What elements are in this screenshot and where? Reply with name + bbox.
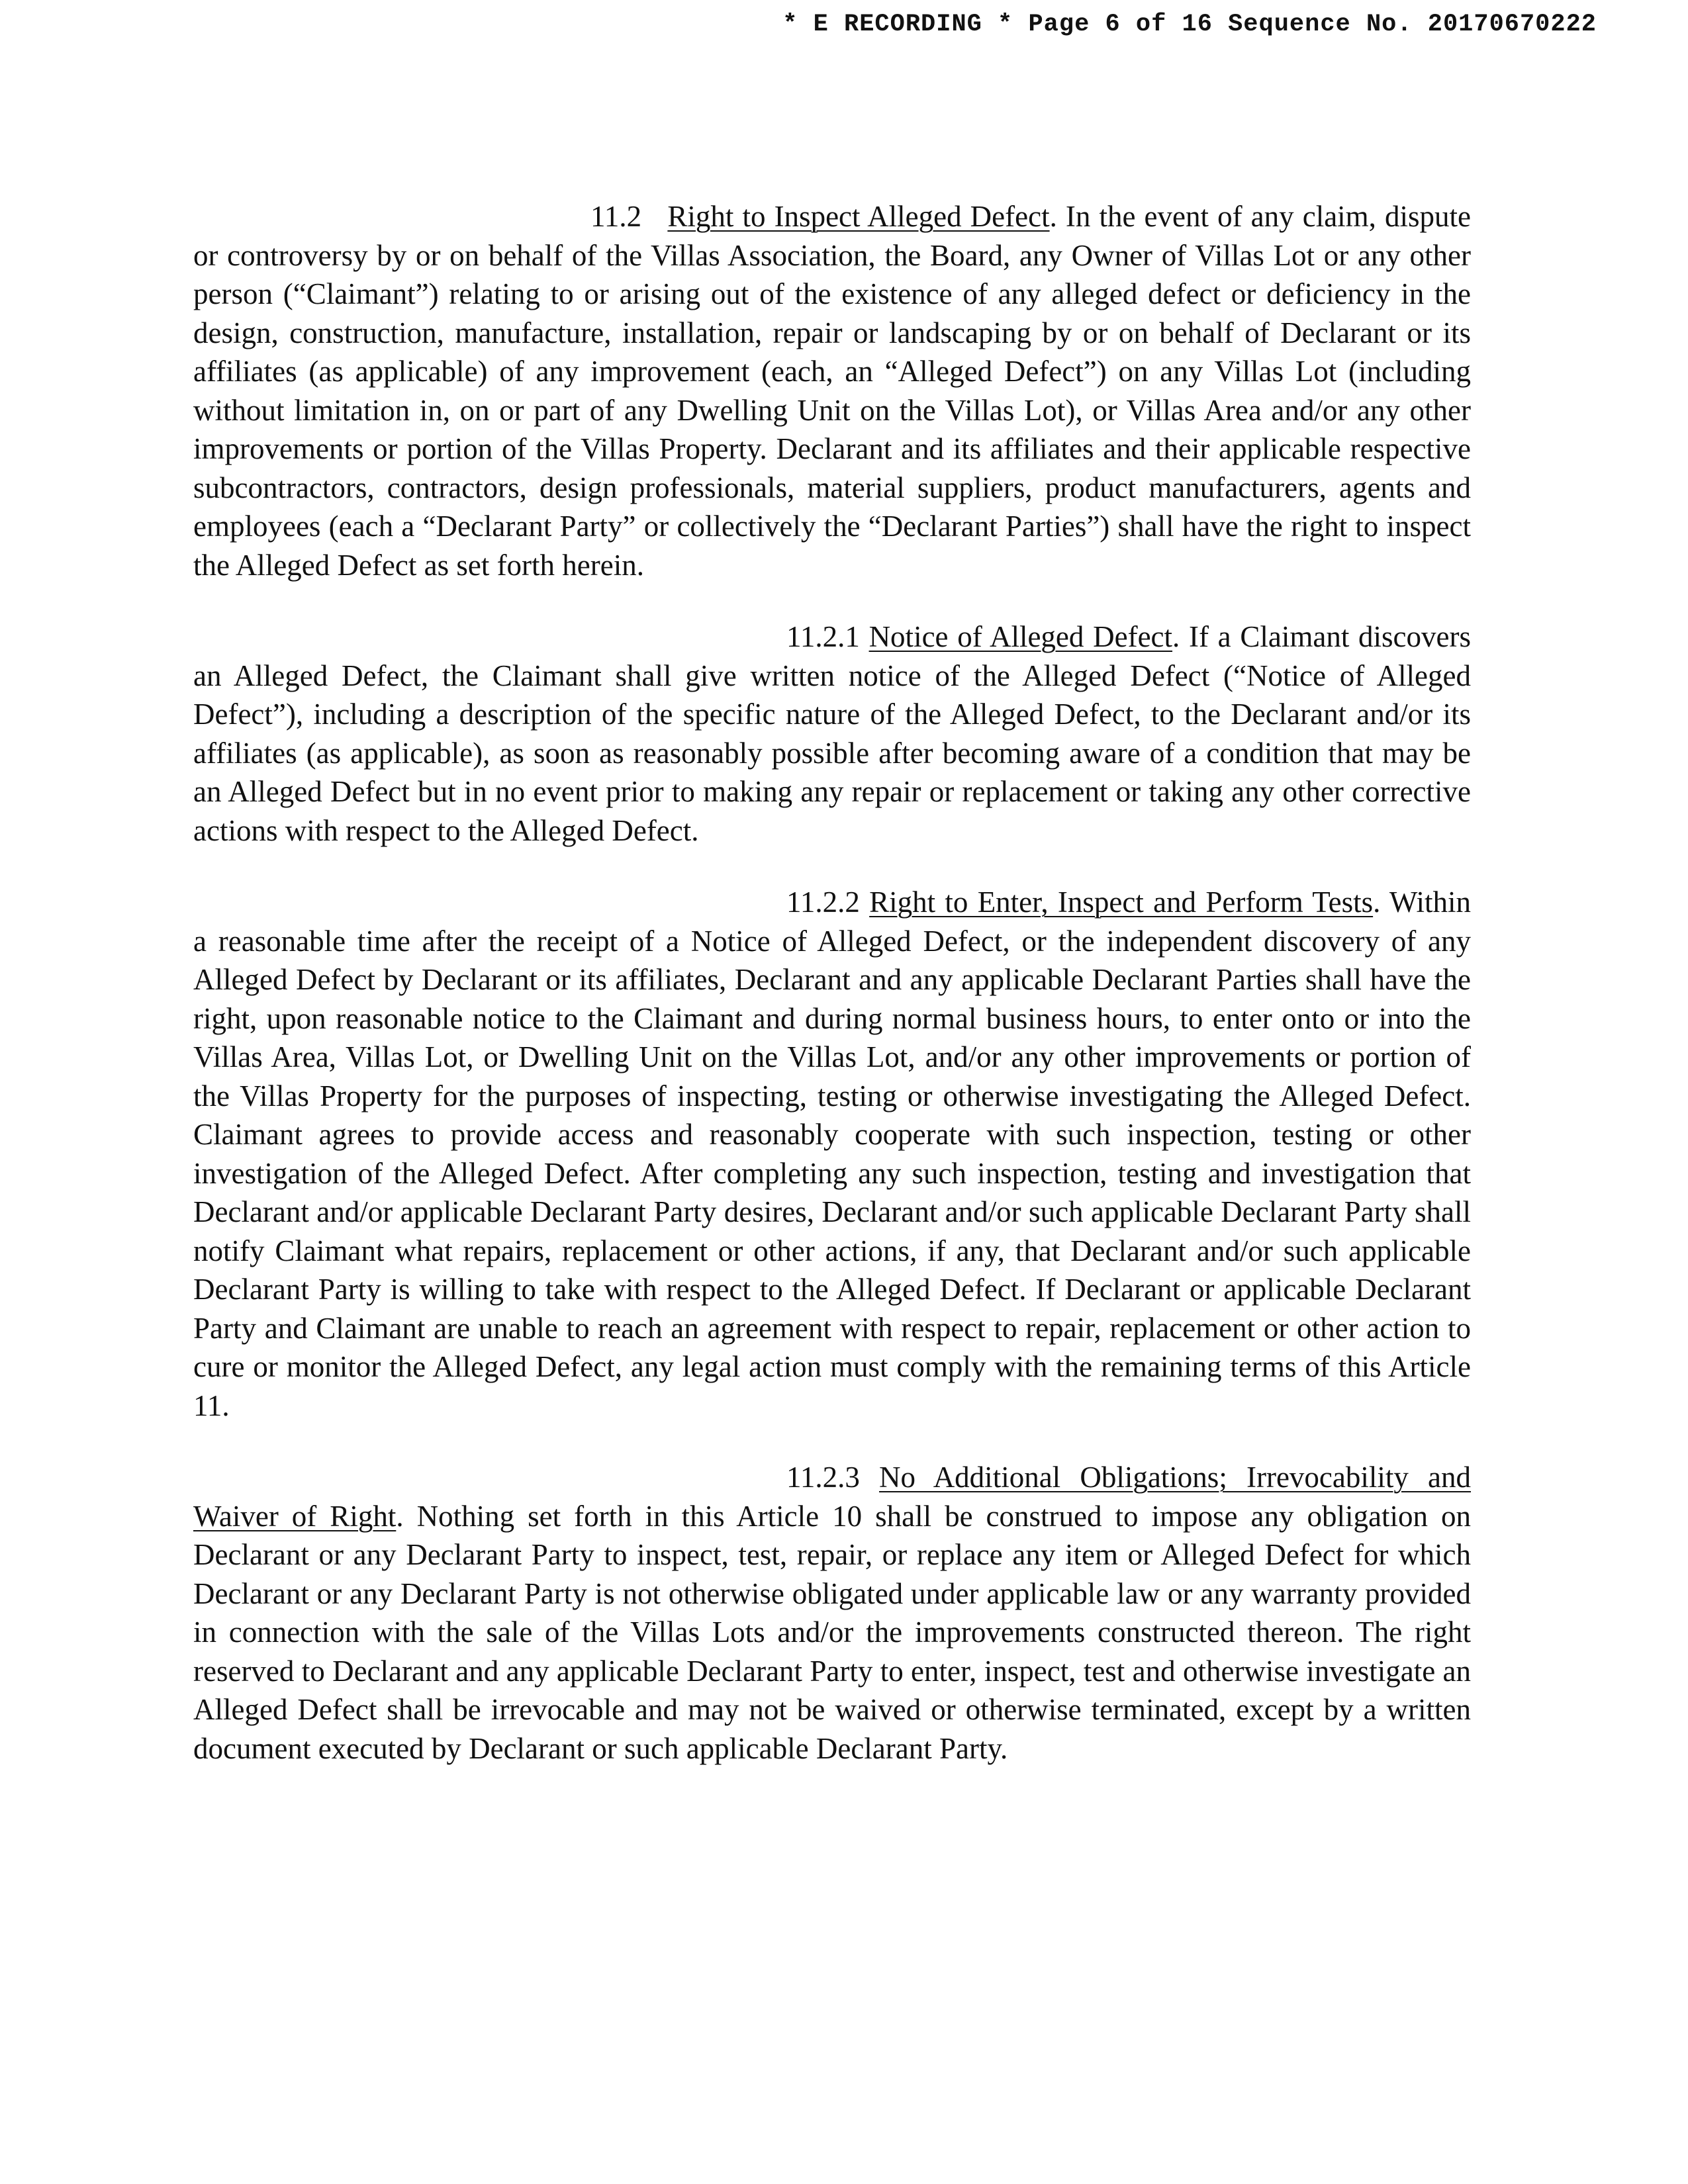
section-title: Right to Enter, Inspect and Perform Tests bbox=[869, 886, 1374, 919]
section-text: . Within a reasonable time after the receipt of a Notice of Alleged Defect, or the independent discovery of any Alleged Defect by Declarant or its affiliates, Declarant and any applicable Declarant Parties shall have the right, upon reasonable notice to the Claimant and during normal business hours, to enter onto or into the Villas Area, Villas Lot, or Dwelling Unit on the Villas Lot, and/or any other improvements or portion of the Villas Property for the purposes of inspecting, testing or otherwise investigating the Alleged Defect. Claimant agrees to provide access and reasonably cooperate with such inspection, testing or other investigation of the Alleged Defect. After completing any such inspection, testing and investigation that Declarant and/or applicable Declarant Party desires, Declarant and/or such applicable Declarant Party shall notify Claimant what repairs, replacement or other actions, if any, that Declarant and/or such applicable Declarant Party is willing to take with respect to the Alleged Defect. If Declarant or applicable Declarant Party and Claimant are unable to reach an agreement with respect to repair, replacement or other action to cure or monitor the Alleged Defect, any legal action must comply with the remaining terms of this Article 11. bbox=[193, 886, 1471, 1422]
section-11-2 bbox=[193, 197, 1471, 584]
section-title: Notice of Alleged Defect bbox=[868, 620, 1173, 653]
section-11-2-3 bbox=[193, 1458, 1471, 1768]
section-11-2-2 bbox=[193, 883, 1471, 1425]
section-text: . If a Claimant discovers an Alleged Defect, the Claimant shall give written notice of the Alleged Defect (“Notice of Alleged Defect”), including a description of the specific nature of the Alleged Defect, to the Declarant and/or its affiliates (as applicable), as soon as reasonably possible after becoming aware of a condition that may be an Alleged Defect but in no event prior to making any repair or replacement or taking any other corrective actions with respect to the Alleged Defect. bbox=[193, 620, 1471, 847]
section-number: 11.2.3 bbox=[786, 1461, 860, 1494]
section-11-2-1 bbox=[193, 617, 1471, 850]
section-text: . In the event of any claim, dispute or controversy by or on behalf of the Villas Association, the Board, any Owner of Villas Lot or any other person (“Claimant”) relating to or arising out of the existence of any alleged defect or deficiency in the design, construction, manufacture, installation, repair or landscaping by or on behalf of Declarant or its affiliates (as applicable) of any improvement (each, an “Alleged Defect”) on any Villas Lot (including without limitation in, on or part of any Dwelling Unit on the Villas Lot), or Villas Area and/or any other improvements or portion of the Villas Property. Declarant and its affiliates and their applicable respective subcontractors, contractors, design professionals, material suppliers, product manufacturers, agents and employees (each a “Declarant Party” or collectively the “Declarant Parties”) shall have the right to inspect the Alleged Defect as set forth herein. bbox=[193, 200, 1472, 582]
section-number: 11.2 bbox=[590, 200, 642, 233]
recording-header: * E RECORDING * Page 6 of 16 Sequence No. 20170670222 bbox=[782, 11, 1597, 38]
section-number: 11.2.1 bbox=[786, 620, 860, 653]
section-number: 11.2.2 bbox=[786, 886, 860, 919]
document-body bbox=[193, 197, 1471, 1801]
section-title: Right to Inspect Alleged Defect bbox=[667, 200, 1050, 233]
section-text: . Nothing set forth in this Article 10 shall be construed to impose any obligation on Declarant or any Declarant Party to inspect, test, repair, or replace any item or Alleged Defect for which Declarant or any Declarant Party is not otherwise obligated under applicable law or any warranty provided in connection with the sale of the Villas Lots and/or the improvements constructed thereon. The right reserved to Declarant and any applicable Declarant Party to enter, inspect, test and otherwise investigate an Alleged Defect shall be irrevocable and may not be waived or otherwise terminated, except by a written document executed by Declarant or such applicable Declarant Party. bbox=[193, 1499, 1471, 1765]
section-title: No Additional Obligations; Irrevocability and Waiver of Right bbox=[193, 1461, 1472, 1533]
